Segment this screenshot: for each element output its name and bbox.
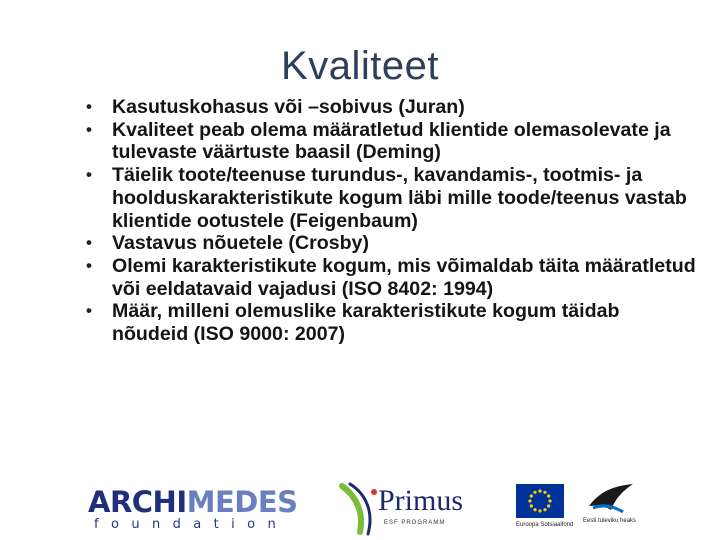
primus-swoosh-icon <box>334 482 384 536</box>
logo-bar <box>0 478 720 540</box>
bullet-text: Täielik toote/teenuse turundus-, kavandamis-, tootmis- ja hoolduskarakteristikute kogum läbi mille toode/teenus vastab klientide ootustele (Feigenbaum) <box>112 164 687 232</box>
eu-flag-logo <box>516 484 574 532</box>
archimedes-logo <box>88 486 303 532</box>
bullet-text: Määr, milleni olemuslike karakteristikute kogum täidab nõudeid (ISO 9000: 2007) <box>112 300 620 346</box>
primus-subtitle: ESF PROGRAMM <box>384 520 446 526</box>
bullet-marker: • <box>86 119 92 139</box>
estonia-swallow-icon <box>579 480 639 516</box>
eu-flag-icon <box>516 484 564 518</box>
bullet-marker: • <box>86 233 92 253</box>
bullet-text: Kasutuskohasus või –sobivus (Juran) <box>112 96 465 118</box>
slide-title: Kvaliteet <box>281 44 439 88</box>
bullet-marker: • <box>86 301 92 321</box>
bullet-marker: • <box>86 255 92 275</box>
bullet-item <box>86 96 696 119</box>
bullet-text: Olemi karakteristikute kogum, mis võimaldab täita määratletud või eeldatavaid vajadusi (ISO 8402: 1994) <box>112 254 696 300</box>
eu-label: Euroopa Sotsiaalfond <box>516 522 574 528</box>
estonia-label: Eesti tuleviku heaks <box>583 518 637 524</box>
archimedes-wordmark: ARCHIMEDES <box>88 485 298 519</box>
bullet-marker: • <box>86 97 92 116</box>
bullet-item <box>86 164 696 232</box>
bullet-marker: • <box>86 165 92 185</box>
estonia-logo <box>579 480 639 530</box>
bullet-text: Kvaliteet peab olema määratletud klientide olemasolevate ja tulevaste väärtuste baasil (Deming) <box>112 118 671 164</box>
bullet-item <box>86 119 696 164</box>
bullet-item <box>86 255 696 300</box>
primus-logo <box>334 482 474 534</box>
bullet-list <box>86 96 696 346</box>
primus-wordmark: Primus <box>378 484 464 517</box>
bullet-text: Vastavus nõuetele (Crosby) <box>112 232 369 255</box>
bullet-item <box>86 300 696 345</box>
bullet-item <box>86 232 696 255</box>
archimedes-foundation-text: foundation <box>94 517 289 532</box>
